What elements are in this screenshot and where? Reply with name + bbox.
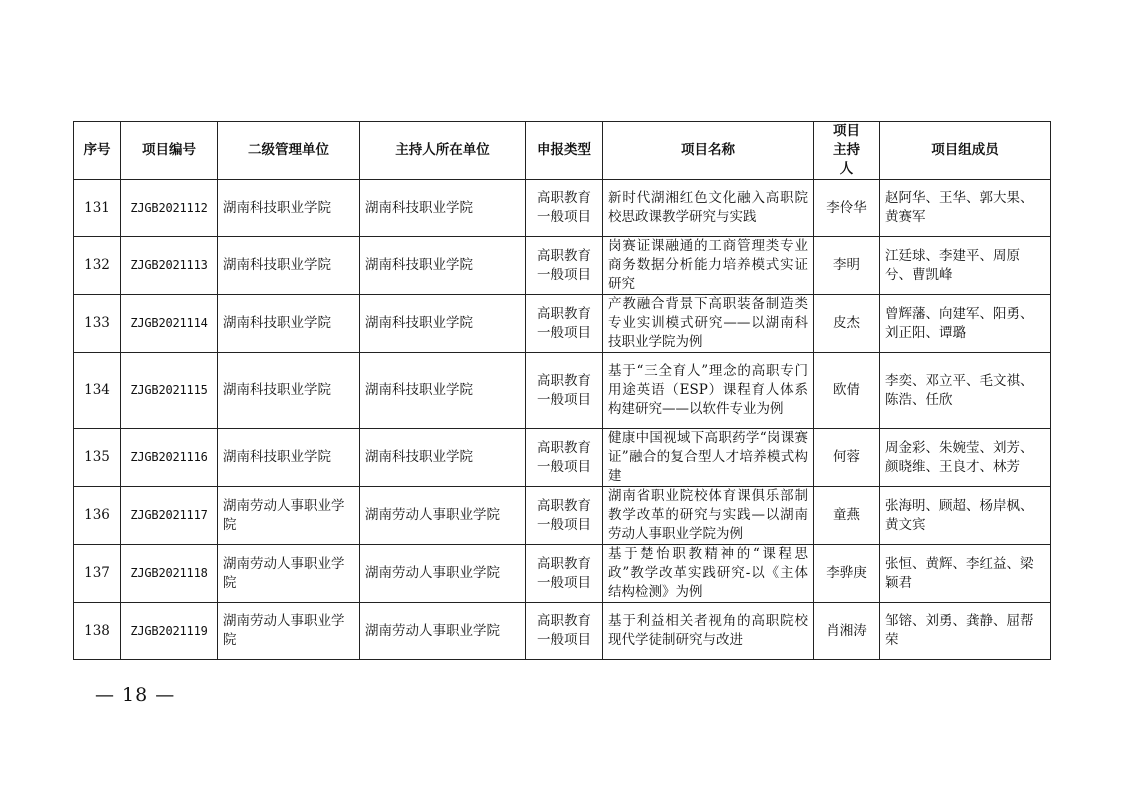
cell-code: ZJGB2021118 — [121, 545, 218, 603]
table-row — [74, 180, 1051, 237]
cell-host: 肖湘涛 — [814, 603, 880, 660]
cell-host-unit: 湖南科技职业学院 — [360, 180, 526, 237]
cell-host: 皮杰 — [814, 295, 880, 353]
cell-host: 欧倩 — [814, 353, 880, 429]
cell-seq: 132 — [74, 237, 121, 295]
table-row — [74, 353, 1051, 429]
cell-name: 岗赛证课融通的工商管理类专业商务数据分析能力培养模式实证研究 — [603, 237, 814, 295]
cell-type: 高职教育一般项目 — [526, 295, 603, 353]
header-type: 申报类型 — [526, 122, 603, 180]
cell-secondary-unit: 湖南科技职业学院 — [218, 237, 360, 295]
table-row — [74, 603, 1051, 660]
cell-type: 高职教育一般项目 — [526, 545, 603, 603]
cell-name: 基于“三全育人”理念的高职专门用途英语（ESP）课程育人体系构建研究——以软件专业为例 — [603, 353, 814, 429]
cell-secondary-unit: 湖南科技职业学院 — [218, 353, 360, 429]
cell-code: ZJGB2021119 — [121, 603, 218, 660]
cell-type: 高职教育一般项目 — [526, 180, 603, 237]
header-name: 项目名称 — [603, 122, 814, 180]
cell-host-unit: 湖南科技职业学院 — [360, 295, 526, 353]
cell-host-unit: 湖南劳动人事职业学院 — [360, 545, 526, 603]
cell-type: 高职教育一般项目 — [526, 353, 603, 429]
cell-host: 童燕 — [814, 487, 880, 545]
cell-secondary-unit: 湖南劳动人事职业学院 — [218, 487, 360, 545]
cell-members: 张恒、黄辉、李红益、梁颖君 — [880, 545, 1051, 603]
cell-host: 李伶华 — [814, 180, 880, 237]
cell-host: 李明 — [814, 237, 880, 295]
header-seq: 序号 — [74, 122, 121, 180]
cell-secondary-unit: 湖南科技职业学院 — [218, 429, 360, 487]
cell-seq: 137 — [74, 545, 121, 603]
cell-members: 李奕、邓立平、毛文祺、陈浩、任欣 — [880, 353, 1051, 429]
cell-code: ZJGB2021113 — [121, 237, 218, 295]
cell-secondary-unit: 湖南劳动人事职业学院 — [218, 603, 360, 660]
table-row — [74, 545, 1051, 603]
cell-seq: 133 — [74, 295, 121, 353]
table-row — [74, 295, 1051, 353]
cell-type: 高职教育一般项目 — [526, 237, 603, 295]
cell-code: ZJGB2021115 — [121, 353, 218, 429]
cell-members: 张海明、顾超、杨岸枫、黄文宾 — [880, 487, 1051, 545]
cell-members: 邹镕、刘勇、龚静、屈帮荣 — [880, 603, 1051, 660]
cell-host: 何蓉 — [814, 429, 880, 487]
cell-code: ZJGB2021114 — [121, 295, 218, 353]
header-code: 项目编号 — [121, 122, 218, 180]
project-table — [73, 121, 1051, 660]
table-header-row — [74, 122, 1051, 180]
cell-code: ZJGB2021116 — [121, 429, 218, 487]
header-host-unit: 主持人所在单位 — [360, 122, 526, 180]
cell-host: 李骅庚 — [814, 545, 880, 603]
cell-name: 基于利益相关者视角的高职院校现代学徒制研究与改进 — [603, 603, 814, 660]
cell-seq: 136 — [74, 487, 121, 545]
cell-seq: 131 — [74, 180, 121, 237]
cell-code: ZJGB2021117 — [121, 487, 218, 545]
table-row — [74, 237, 1051, 295]
cell-host-unit: 湖南科技职业学院 — [360, 353, 526, 429]
cell-secondary-unit: 湖南劳动人事职业学院 — [218, 545, 360, 603]
header-secondary-unit: 二级管理单位 — [218, 122, 360, 180]
cell-host-unit: 湖南科技职业学院 — [360, 429, 526, 487]
cell-host-unit: 湖南劳动人事职业学院 — [360, 603, 526, 660]
cell-members: 江廷球、李建平、周原兮、曹凯峰 — [880, 237, 1051, 295]
cell-secondary-unit: 湖南科技职业学院 — [218, 295, 360, 353]
cell-members: 赵阿华、王华、郭大果、黄赛军 — [880, 180, 1051, 237]
cell-members: 曾辉藩、向建军、阳勇、刘正阳、谭璐 — [880, 295, 1051, 353]
cell-name: 湖南省职业院校体育课俱乐部制教学改革的研究与实践—以湖南劳动人事职业学院为例 — [603, 487, 814, 545]
cell-members: 周金彩、朱婉莹、刘芳、颜晓维、王良才、林芳 — [880, 429, 1051, 487]
cell-seq: 134 — [74, 353, 121, 429]
table-row — [74, 429, 1051, 487]
cell-name: 产教融合背景下高职装备制造类专业实训模式研究——以湖南科技职业学院为例 — [603, 295, 814, 353]
cell-code: ZJGB2021112 — [121, 180, 218, 237]
cell-name: 基于楚怡职教精神的“课程思政”教学改革实践研究-以《主体结构检测》为例 — [603, 545, 814, 603]
cell-name: 新时代湖湘红色文化融入高职院校思政课教学研究与实践 — [603, 180, 814, 237]
cell-type: 高职教育一般项目 — [526, 487, 603, 545]
page-number: — 18 — — [95, 684, 176, 706]
cell-seq: 135 — [74, 429, 121, 487]
header-host: 项目主持人 — [814, 122, 880, 180]
cell-host-unit: 湖南科技职业学院 — [360, 237, 526, 295]
cell-type: 高职教育一般项目 — [526, 429, 603, 487]
header-members: 项目组成员 — [880, 122, 1051, 180]
cell-seq: 138 — [74, 603, 121, 660]
cell-name: 健康中国视域下高职药学“岗课赛证”融合的复合型人才培养模式构建 — [603, 429, 814, 487]
cell-secondary-unit: 湖南科技职业学院 — [218, 180, 360, 237]
table-row — [74, 487, 1051, 545]
cell-type: 高职教育一般项目 — [526, 603, 603, 660]
cell-host-unit: 湖南劳动人事职业学院 — [360, 487, 526, 545]
